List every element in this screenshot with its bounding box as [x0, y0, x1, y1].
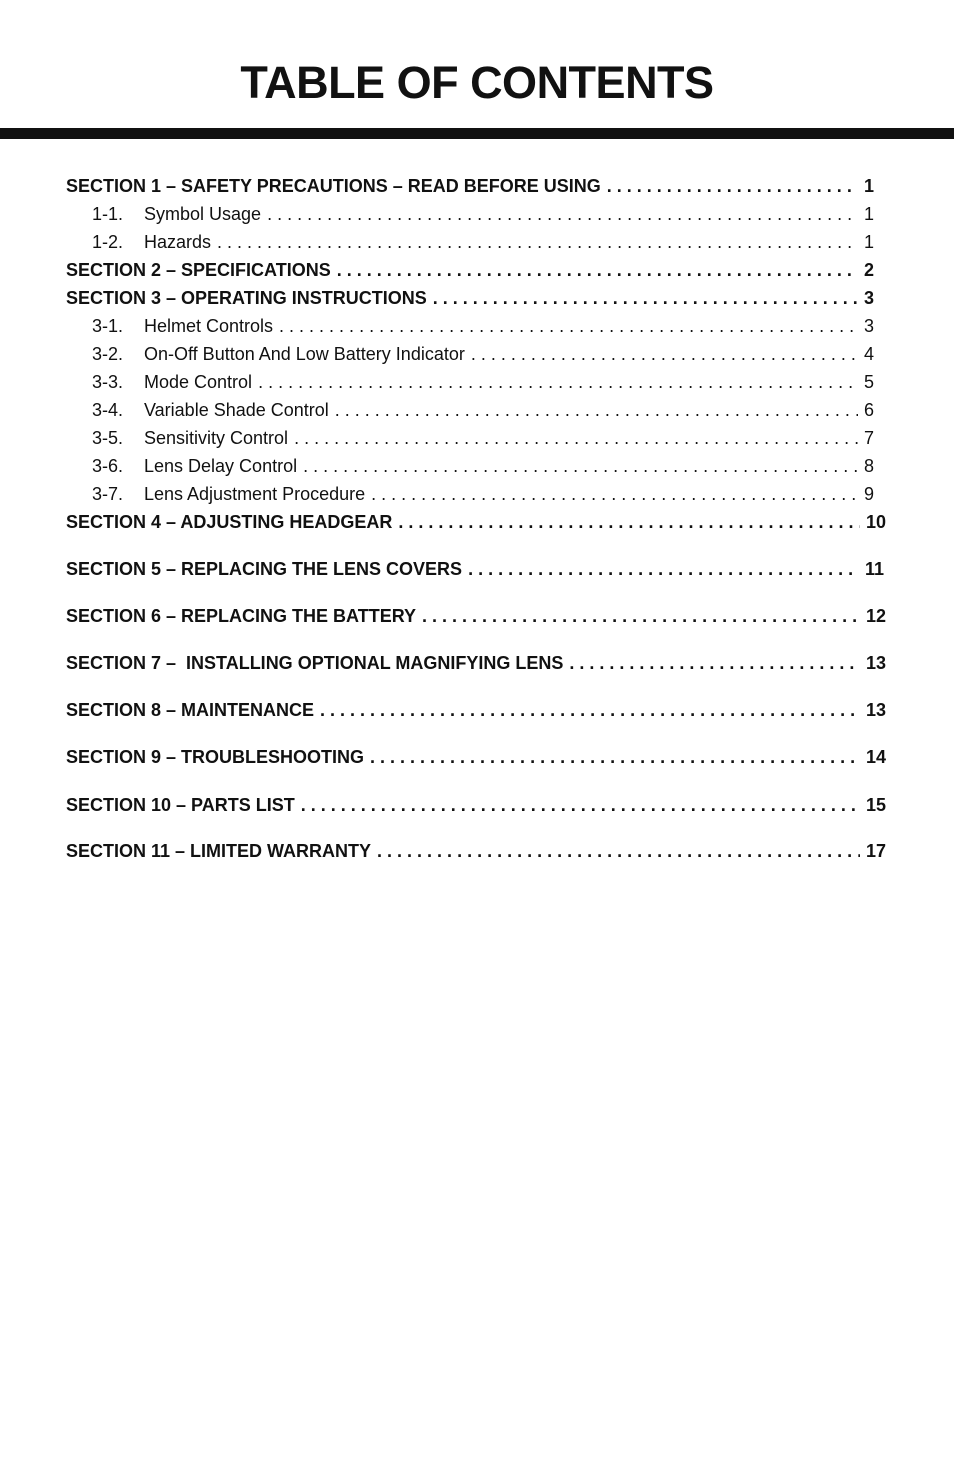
toc-entry-number: 3-4.	[92, 400, 124, 420]
title-rule	[0, 128, 954, 139]
toc-entry-section-6[interactable]	[66, 602, 886, 630]
dot-leader	[377, 837, 860, 865]
toc-entry-page: 1	[863, 204, 874, 224]
toc-entry-label: Variable Shade Control	[144, 400, 329, 420]
toc-entry-label: SECTION 1 – SAFETY PRECAUTIONS – READ BEFORE USING	[66, 176, 601, 196]
toc-entry-section-8[interactable]	[66, 696, 886, 724]
toc-entry-page: 17	[865, 841, 886, 861]
toc-entry-label: SECTION 9 – TROUBLESHOOTING	[66, 747, 365, 767]
toc-entry-label: SECTION 4 – ADJUSTING HEADGEAR	[66, 512, 393, 532]
toc-entry-section-2[interactable]	[66, 256, 874, 284]
toc-entry-page: 5	[863, 372, 874, 392]
toc-entry-1-2[interactable]	[92, 228, 874, 256]
toc-entry-number: 3-2.	[92, 344, 124, 364]
toc-entry-3-2[interactable]	[92, 340, 874, 368]
dot-leader	[258, 368, 858, 396]
toc-entry-1-1[interactable]	[92, 200, 874, 228]
dot-leader	[267, 200, 858, 228]
toc-entry-number: 3-3.	[92, 372, 124, 392]
toc-entry-section-4[interactable]	[66, 508, 886, 536]
toc-entry-page: 8	[863, 456, 874, 476]
toc-entry-section-10[interactable]	[66, 791, 886, 819]
dot-leader	[433, 284, 858, 312]
toc-entry-number: 3-5.	[92, 428, 124, 448]
dot-leader	[279, 312, 858, 340]
toc-entry-page: 10	[865, 512, 886, 532]
toc-entry-label: SECTION 7 – INSTALLING OPTIONAL MAGNIFYING LENS	[66, 653, 564, 673]
toc-entry-3-4[interactable]	[92, 396, 874, 424]
dot-leader	[468, 555, 859, 583]
toc-entry-page: 3	[863, 316, 874, 336]
toc-entry-label: Helmet Controls	[144, 316, 274, 336]
toc-entry-label: Lens Delay Control	[144, 456, 298, 476]
toc-entry-section-3[interactable]	[66, 284, 874, 312]
dot-leader	[337, 256, 858, 284]
dot-leader	[607, 172, 858, 200]
dot-leader	[320, 696, 860, 724]
toc-entry-3-1[interactable]	[92, 312, 874, 340]
toc-entry-number: 3-1.	[92, 316, 124, 336]
dot-leader	[371, 480, 858, 508]
toc-entry-page: 13	[865, 653, 886, 673]
toc-entry-page: 14	[865, 747, 886, 767]
toc-entry-page: 3	[863, 288, 874, 308]
dot-leader	[335, 396, 858, 424]
toc-entry-number: 3-7.	[92, 484, 124, 504]
toc-entry-section-9[interactable]	[66, 743, 886, 771]
toc-entry-label: Hazards	[144, 232, 212, 252]
toc-entry-number: 1-1.	[92, 204, 124, 224]
toc-entry-label: Lens Adjustment Procedure	[144, 484, 366, 504]
toc-entry-section-1[interactable]	[66, 172, 874, 200]
toc-entry-label: Sensitivity Control	[144, 428, 289, 448]
toc-entry-page: 12	[865, 606, 886, 626]
toc-entry-label: SECTION 3 – OPERATING INSTRUCTIONS	[66, 288, 427, 308]
dot-leader	[217, 228, 858, 256]
dot-leader	[471, 340, 858, 368]
toc-entry-page: 9	[863, 484, 874, 504]
toc-entry-label: SECTION 6 – REPLACING THE BATTERY	[66, 606, 417, 626]
dot-leader	[398, 508, 860, 536]
toc-entry-3-6[interactable]	[92, 452, 874, 480]
toc-entry-page: 7	[863, 428, 874, 448]
toc-entry-3-3[interactable]	[92, 368, 874, 396]
toc-entry-label: SECTION 10 – PARTS LIST	[66, 795, 295, 815]
toc-entry-section-7[interactable]	[66, 649, 886, 677]
toc-entry-label: Symbol Usage	[144, 204, 262, 224]
toc-entry-3-7[interactable]	[92, 480, 874, 508]
dot-leader	[370, 743, 860, 771]
toc-entry-page: 4	[863, 344, 874, 364]
toc-entry-page: 15	[865, 795, 886, 815]
dot-leader	[569, 649, 860, 677]
dot-leader	[294, 424, 858, 452]
toc-entry-page: 13	[865, 700, 886, 720]
dot-leader	[422, 602, 860, 630]
toc-entry-3-5[interactable]	[92, 424, 874, 452]
dot-leader	[301, 791, 860, 819]
toc-entry-label: SECTION 8 – MAINTENANCE	[66, 700, 315, 720]
toc-entry-section-11[interactable]	[66, 837, 886, 865]
toc-entry-label: Mode Control	[144, 372, 253, 392]
toc-entry-page: 1	[863, 176, 874, 196]
toc-entry-label: SECTION 2 – SPECIFICATIONS	[66, 260, 331, 280]
toc-entry-page: 2	[863, 260, 874, 280]
toc-entry-label: On-Off Button And Low Battery Indicator	[144, 344, 465, 364]
page-title: TABLE OF CONTENTS	[240, 57, 714, 108]
toc-entry-page: 1	[863, 232, 874, 252]
dot-leader	[303, 452, 858, 480]
toc-entry-page: 11	[864, 559, 884, 579]
toc-entry-label: SECTION 11 – LIMITED WARRANTY	[66, 841, 372, 861]
toc-entry-number: 3-6.	[92, 456, 124, 476]
toc-entry-section-5[interactable]	[66, 555, 884, 583]
toc-entry-label: SECTION 5 – REPLACING THE LENS COVERS	[66, 559, 463, 579]
toc-entry-number: 1-2.	[92, 232, 124, 252]
toc-entry-page: 6	[863, 400, 874, 420]
